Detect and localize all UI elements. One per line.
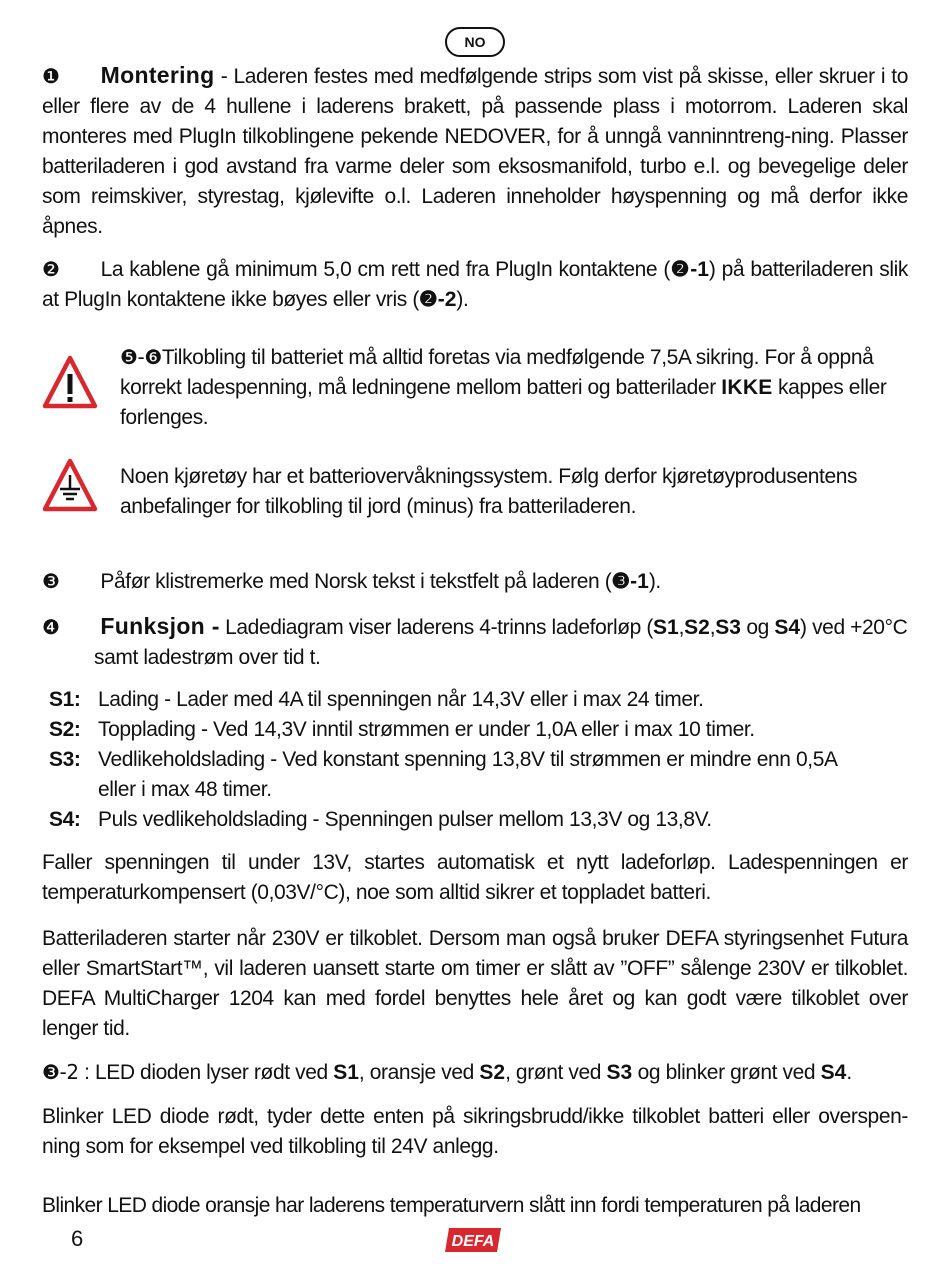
section-text: og bbox=[740, 616, 775, 639]
section-number: ❶ bbox=[42, 64, 61, 88]
stage-text: Lading - Lader med 4A til spenningen når 14,3V eller i max 24 timer. bbox=[98, 688, 704, 711]
warning-text: Tilkobling til batteriet må alltid foretas via medfølgende 7,5A sikring. For å oppnå korrekt ladespenning, må ledningene mellom batteri og batterilader bbox=[120, 346, 874, 399]
section-text: La kablene gå minimum 5,0 cm rett ned fra PlugIn kontaktene ( bbox=[100, 258, 670, 281]
section-text: ) på batteriladeren slik at PlugIn kontaktene ikke bøyes eller vris ( bbox=[42, 258, 909, 311]
stage-list bbox=[42, 685, 908, 835]
warning-text: kappes eller forlenges. bbox=[120, 376, 887, 429]
defa-logo bbox=[443, 1226, 503, 1254]
stage-ref: S3 bbox=[715, 616, 741, 639]
led-status-line bbox=[42, 1057, 908, 1088]
ref-label: ❸-2 bbox=[42, 1060, 79, 1084]
stage-ref: S2 bbox=[479, 1061, 506, 1084]
separator: , bbox=[678, 616, 685, 639]
section-text: ). bbox=[456, 288, 469, 311]
warning-ground-text: Noen kjøretøy har et batteriovervåkningssystem. Følg derfor kjøretøyprodusentens anbefalinger for tilkobling til jord (minus) fra batteriladeren. bbox=[120, 465, 858, 518]
stage-text: Topplading - Ved 14,3V inntil strømmen er under 1,0A eller i max 10 timer. bbox=[98, 718, 755, 741]
exclamation-warning-icon bbox=[42, 354, 98, 410]
stage-row bbox=[42, 685, 908, 715]
emphasis-text: IKKE bbox=[721, 376, 773, 399]
logo-text: DEFA bbox=[451, 1233, 495, 1250]
stage-text: Vedlikeholdslading - Ved konstant spenning 13,8V til strømmen er mindre enn 0,5A eller i max 48 timer. bbox=[98, 748, 837, 801]
section-text: ). bbox=[648, 570, 661, 593]
section-text: Ladediagram viser laderens 4-trinns ladeforløp ( bbox=[219, 616, 653, 639]
stage-ref: S4 bbox=[820, 1061, 847, 1084]
stage-label: S3: bbox=[49, 748, 81, 771]
stage-text: Puls vedlikeholdslading - Spenningen pulser mellom 13,3V og 13,8V. bbox=[98, 808, 712, 831]
paragraph-start: Batteriladeren starter når 230V er tilkoblet. Dersom man også bruker DEFA styringsenhet Futura eller SmartStart™, vil laderen uansett starte om timer er slått av ”OFF” sålenge 230V er tilkoblet. DEFA MultiCharger 1204 kan med fordel benyttes hele året og kan godt være tilkoblet over lenger tid. bbox=[42, 927, 908, 1040]
page-number: 6 bbox=[71, 1226, 84, 1251]
section-text: - Laderen festes med medfølgende strips som vist på skisse, eller skruer i to eller flere av de 4 hullene i laderens brakett, på passende plass i motorrom. Laderen skal monteres med PlugIn tilkoblingene pekende NEDOVER, for å unngå vanninntreng-ning. Plasser batteriladeren i god avstand fra varme deler som eksosmanifold, turbo e.l. og bevegelige deler som reimskiver, styrestag, kjølevifte o.l. Laderen inneholder høyspenning og må derfor ikke åpnes. bbox=[42, 65, 909, 238]
paragraph-orange-led: Blinker LED diode oransje har laderens temperaturvern slått inn fordi temperaturen på laderen bbox=[42, 1194, 861, 1217]
section-text: Påfør klistremerke med Norsk tekst i tekstfelt på laderen ( bbox=[100, 570, 612, 593]
ground-warning-icon bbox=[42, 457, 98, 513]
section-number: ❷ bbox=[42, 257, 61, 281]
paragraph-restart: Faller spenningen til under 13V, startes automatisk et nytt ladeforløp. Ladespenningen er temperaturkompensert (0,03V/°C), noe som alltid sikrer et toppladet batteri. bbox=[42, 851, 908, 904]
led-text: , oransje ved bbox=[358, 1061, 480, 1084]
led-text: : LED dioden lyser rødt ved bbox=[78, 1061, 334, 1084]
section-number: ❸ bbox=[42, 569, 60, 593]
section-title: Montering bbox=[100, 62, 215, 88]
stage-ref: S1 bbox=[333, 1061, 359, 1084]
stage-ref: S1 bbox=[652, 616, 679, 639]
ref-label: ❷-1 bbox=[669, 258, 709, 281]
stage-label: S1: bbox=[49, 688, 81, 711]
ref-label: ❷-2 bbox=[418, 288, 457, 311]
language-badge: NO bbox=[445, 27, 505, 57]
ref-label: ❸-1 bbox=[611, 570, 649, 593]
stage-ref: S4 bbox=[774, 616, 801, 639]
section-cables bbox=[42, 254, 908, 315]
led-text: . bbox=[846, 1061, 852, 1084]
led-text: og blinker grønt ved bbox=[632, 1061, 821, 1084]
stage-ref: S3 bbox=[606, 1061, 633, 1084]
section-text: ) ved +20°C samt ladestrøm over tid t. bbox=[94, 616, 908, 669]
led-text: , grønt ved bbox=[505, 1061, 607, 1084]
stage-label: S2: bbox=[49, 718, 81, 741]
stage-ref: S2 bbox=[684, 616, 710, 639]
stage-row bbox=[42, 715, 908, 745]
section-title: Funksjon - bbox=[100, 613, 220, 639]
warning-fuse-text bbox=[120, 342, 910, 433]
section-number: ❹ bbox=[42, 615, 60, 639]
section-sticker bbox=[42, 566, 908, 597]
section-function bbox=[42, 611, 908, 673]
paragraph-red-led: Blinker LED diode rødt, tyder dette enten på sikringsbrudd/ikke tilkoblet batteri eller overspen-ning som for eksempel ved tilkobling til 24V anlegg. bbox=[42, 1105, 908, 1158]
separator: , bbox=[709, 616, 716, 639]
stage-row bbox=[42, 805, 908, 835]
stage-label: S4: bbox=[49, 808, 81, 831]
section-mounting bbox=[42, 60, 908, 242]
section-number: ❺-❻ bbox=[120, 345, 162, 369]
stage-row bbox=[42, 745, 908, 805]
